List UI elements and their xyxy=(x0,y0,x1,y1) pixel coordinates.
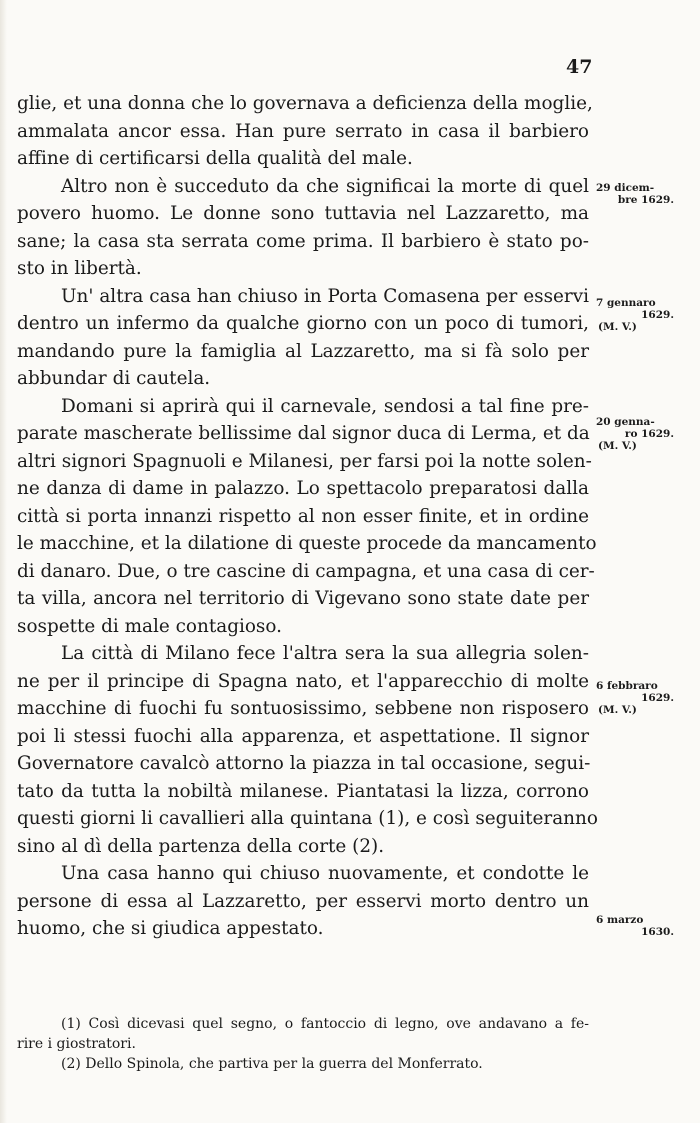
text-line: ta villa, ancora nel territorio di Vigevano sono state date per xyxy=(17,588,589,609)
text-line: povero huomo. Le donne sono tuttavia nel Lazzaretto, ma xyxy=(17,203,589,224)
margin-note-line: 1629. xyxy=(641,309,674,321)
margin-note-line: 29 dicem- xyxy=(596,182,655,194)
margin-note-line: 7 gennaro xyxy=(596,297,656,309)
text-line: di danaro. Due, o tre cascine di campagna, et una casa di cer- xyxy=(17,560,595,582)
footnote-line: rire i giostratori. xyxy=(17,1036,136,1052)
margin-note-line: (M. V.) xyxy=(598,440,637,452)
margin-note-line: ro 1629. xyxy=(624,428,674,440)
page-number: 47 xyxy=(566,56,593,78)
margin-note-line: (M. V.) xyxy=(598,704,637,716)
footnotes xyxy=(17,1014,589,1074)
text-line: ammalata ancor essa. Han pure serrato in casa il barbiero xyxy=(17,120,589,142)
text-line: altri signori Spagnuoli e Milanesi, per farsi poi la notte solen- xyxy=(17,450,592,472)
text-line: Domani si aprirà qui il carnevale, sendosi a tal fine pre- xyxy=(61,395,589,417)
text-line: macchine di fuochi fu sontuosissimo, sebbene non risposero xyxy=(17,698,589,719)
text-line: ne per il principe di Spagna nato, et l'apparecchio di molte xyxy=(17,670,589,692)
text-line: La città di Milano fece l'altra sera la sua allegria solen- xyxy=(61,643,589,664)
margin-note-date xyxy=(596,182,696,206)
footnote-line: (1) Così dicevasi quel segno, o fantoccio di legno, ove andavano a fe- xyxy=(61,1016,589,1032)
text-line: Governatore cavalcò attorno la piazza in tal occasione, segui- xyxy=(17,753,591,774)
margin-note-line: 1630. xyxy=(641,926,674,938)
page-edge xyxy=(0,0,7,1123)
text-line: glie, et una donna che lo governava a deficienza della moglie, xyxy=(17,93,593,114)
text-line: Un' altra casa han chiuso in Porta Comasena per esservi xyxy=(61,285,589,307)
text-line: sospette di male contagioso. xyxy=(17,615,282,637)
margin-note-line: 1629. xyxy=(641,692,674,704)
text-line: abbundar di cautela. xyxy=(17,368,211,389)
margin-note-date xyxy=(596,416,696,452)
text-line: città si porta innanzi rispetto al non esser finite, et in ordine xyxy=(17,505,589,527)
margin-note-line: 6 marzo xyxy=(596,914,644,926)
text-line: mandando pure la famiglia al Lazzaretto, ma si fà solo per xyxy=(17,340,589,362)
text-line: parate mascherate bellissime dal signor duca di Lerma, et da xyxy=(17,423,590,444)
text-line: sino al dì della partenza della corte (2). xyxy=(17,835,385,857)
text-line: Una casa hanno qui chiuso nuovamente, et condotte le xyxy=(61,863,589,884)
margin-note-date xyxy=(596,680,696,716)
margin-note-date xyxy=(596,914,696,938)
margin-note-line: 6 febbraro xyxy=(596,680,658,692)
margin-note-date xyxy=(596,297,696,333)
text-line: poi li stessi fuochi alla apparenza, et aspettatione. Il signor xyxy=(17,725,589,747)
body-text xyxy=(17,90,598,943)
margin-note-line: 20 genna- xyxy=(596,416,655,428)
text-line: sto in libertà. xyxy=(17,258,142,279)
text-line: questi giorni li cavallieri alla quintana (1), e così seguiteranno xyxy=(17,808,598,829)
text-line: dentro un infermo da qualche giorno con un poco di tumori, xyxy=(17,313,589,334)
text-line: tato da tutta la nobiltà milanese. Piantatasi la lizza, corrono xyxy=(17,780,589,802)
text-line: huomo, che si giudica appestato. xyxy=(17,918,324,939)
margin-note-line: bre 1629. xyxy=(617,194,674,206)
text-line: sane; la casa sta serrata come prima. Il barbiero è stato po- xyxy=(17,230,589,252)
text-line: le macchine, et la dilatione di queste procede da mancamento xyxy=(17,533,597,554)
text-line: Altro non è succeduto da che significai la morte di quel xyxy=(61,175,589,197)
text-line: affine di certificarsi della qualità del male. xyxy=(17,148,413,169)
text-line: persone di essa al Lazzaretto, per esservi morto dentro un xyxy=(17,890,589,912)
margin-note-line: (M. V.) xyxy=(598,321,637,333)
footnote-line: (2) Dello Spinola, che partiva per la guerra del Monferrato. xyxy=(61,1056,483,1072)
text-line: ne danza di dame in palazzo. Lo spettacolo preparatosi dalla xyxy=(17,478,589,499)
